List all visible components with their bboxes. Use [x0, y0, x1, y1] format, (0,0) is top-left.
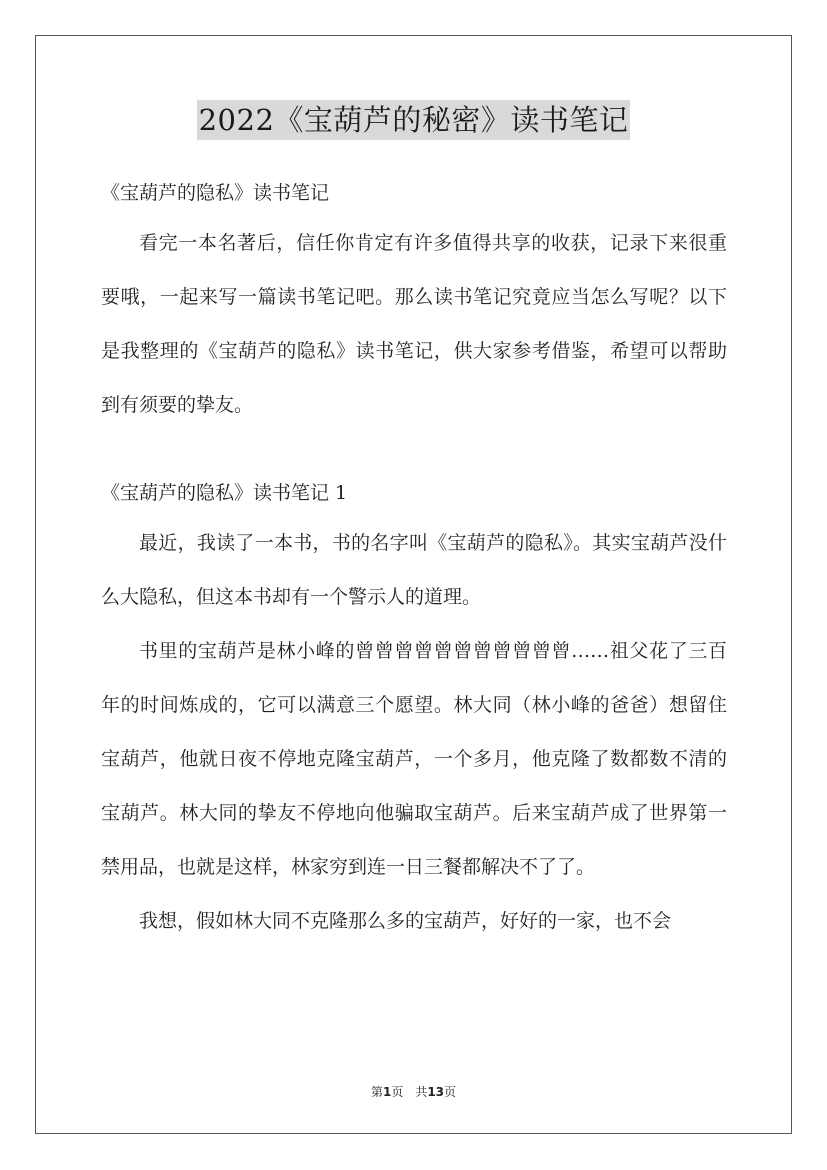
title-container	[0, 100, 827, 140]
body-paragraph-3: 我想，假如林大同不克隆那么多的宝葫芦，好好的一家，也不会	[139, 910, 672, 932]
section-heading: 《宝葫芦的隐私》读书笔记 1	[101, 482, 348, 504]
body-paragraph-2: 书里的宝葫芦是林小峰的曾曾曾曾曾曾曾曾曾曾曾……祖父花了三百年的时间炼成的，它可以满意三个愿望。林大同（林小峰的爸爸）想留住宝葫芦，他就日夜不停地克隆宝葫芦，一个多月，他克隆了数都数不清的宝葫芦。林大同的挚友不停地向他骗取宝葫芦。后来宝葫芦成了世界第一禁用品，也就是这样，林家穷到连一日三餐都解决不了了。	[101, 640, 727, 878]
footer-total-pages: 13	[427, 1085, 445, 1099]
document-body	[101, 170, 727, 948]
body-paragraph-1: 最近，我读了一本书，书的名字叫《宝葫芦的隐私》。其实宝葫芦没什么大隐私，但这本书却有一个警示人的道理。	[101, 532, 727, 608]
document-subtitle: 《宝葫芦的隐私》读书笔记	[101, 182, 330, 204]
document-title: 2022《宝葫芦的秘密》读书笔记	[197, 100, 631, 140]
footer-mid: 页 共	[391, 1085, 428, 1099]
footer-suffix: 页	[444, 1085, 457, 1099]
footer-prefix: 第	[370, 1085, 383, 1099]
page-footer	[0, 1083, 827, 1101]
footer-page-number: 1	[382, 1085, 392, 1099]
intro-paragraph: 看完一本名著后，信任你肯定有许多值得共享的收获，记录下来很重要哦，一起来写一篇读书笔记吧。那么读书笔记究竟应当怎么写呢？以下是我整理的《宝葫芦的隐私》读书笔记，供大家参考借鉴，希望可以帮助到有须要的挚友。	[101, 232, 727, 416]
